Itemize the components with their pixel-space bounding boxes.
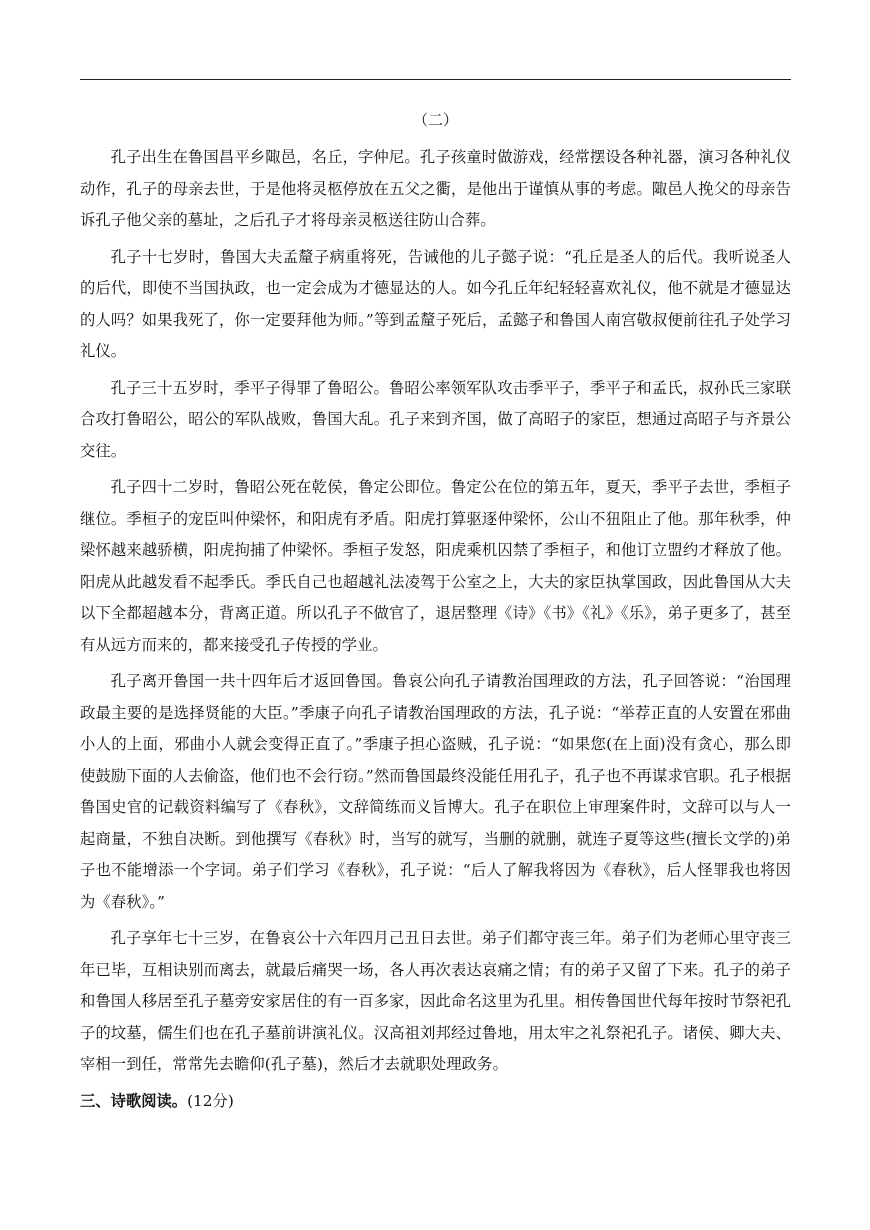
next-section-heading: [80, 1087, 791, 1115]
document-body: [80, 100, 791, 1115]
section-heading: （二）: [412, 111, 458, 129]
next-section-score: (12分): [187, 1091, 234, 1110]
paragraph-6: 孔子享年七十三岁，在鲁哀公十六年四月己丑日去世。弟子们都守丧三年。弟子们为老师心里守丧三年已毕，互相诀别而离去，就最后痛哭一场，各人再次表达哀痛之情；有的弟子又留了下来。孔子的弟子和鲁国人移居至孔子墓旁安家居住的有一百多家，因此命名这里为孔里。相传鲁国世代每年按时节祭祀孔子的坟墓，儒生们也在孔子墓前讲演礼仪。汉高祖刘邦经过鲁地，用太牢之礼祭祀孔子。诸侯、卿大夫、宰相一到任，常常先去瞻仰(孔子墓)，然后才去就职处理政务。: [80, 929, 791, 1073]
paragraph-4: 孔子四十二岁时，鲁昭公死在乾侯，鲁定公即位。鲁定公在位的第五年，夏天，季平子去世，季桓子继位。季桓子的宠臣叫仲梁怀，和阳虎有矛盾。阳虎打算驱逐仲梁怀，公山不狃阻止了他。那年秋季，仲梁怀越来越骄横，阳虎拘捕了仲梁怀。季桓子发怒，阳虎乘机囚禁了季桓子，和他订立盟约才释放了他。阳虎从此越发看不起季氏。季氏自己也超越礼法凌驾于公室之上，大夫的家臣执掌国政，因此鲁国从大夫以下全都超越本分，背离正道。所以孔子不做官了，退居整理《诗》《书》《礼》《乐》，弟子更多了，甚至有从远方而来的，都来接受孔子传授的学业。: [80, 478, 791, 654]
paragraph-3: 孔子三十五岁时，季平子得罪了鲁昭公。鲁昭公率领军队攻击季平子，季平子和孟氏，叔孙氏三家联合攻打鲁昭公，昭公的军队战败，鲁国大乱。孔子来到齐国，做了高昭子的家臣，想通过高昭子与齐景公交往。: [80, 378, 791, 460]
header-rule: [80, 79, 791, 80]
next-section-title: 三、诗歌阅读。: [80, 1091, 188, 1110]
paragraph-2: 孔子十七岁时，鲁国大夫孟釐子病重将死，告诫他的儿子懿子说：“孔丘是圣人的后代。我听说圣人的后代，即使不当国执政，也一定会成为才德显达的人。如今孔丘年纪轻轻喜欢礼仪，他不就是才德显达的人吗？如果我死了，你一定要拜他为师。”等到孟釐子死后，孟懿子和鲁国人南宫敬叔便前往孔子处学习礼仪。: [80, 247, 791, 360]
paragraph-5: 孔子离开鲁国一共十四年后才返回鲁国。鲁哀公向孔子请教治国理政的方法，孔子回答说：“治国理政最主要的是选择贤能的大臣。”季康子向孔子请教治国理政的方法，孔子说：“举荐正直的人安置在邪曲小人的上面，邪曲小人就会变得正直了。”季康子担心盗贼，孔子说：“如果您(在上面)没有贪心，那么即使鼓励下面的人去偷盗，他们也不会行窃。”然而鲁国最终没能任用孔子，孔子也不再谋求官职。孔子根据鲁国史官的记载资料编写了《春秋》，文辞简练而义旨博大。孔子在职位上审理案件时，文辞可以与人一起商量，不独自决断。到他撰写《春秋》时，当写的就写，当删的就删，就连子夏等这些(擅长文学的)弟子也不能增添一个字词。弟子们学习《春秋》，孔子说：“后人了解我将因为《春秋》，后人怪罪我也将因为《春秋》。”: [80, 672, 791, 911]
paragraph-1: 孔子出生在鲁国昌平乡陬邑，名丘，字仲尼。孔子孩童时做游戏，经常摆设各种礼器，演习各种礼仪动作，孔子的母亲去世，于是他将灵柩停放在五父之衢，是他出于谨慎从事的考虑。陬邑人挽父的母亲告诉孔子他父亲的墓址，之后孔子才将母亲灵柩送往防山合葬。: [80, 148, 791, 229]
